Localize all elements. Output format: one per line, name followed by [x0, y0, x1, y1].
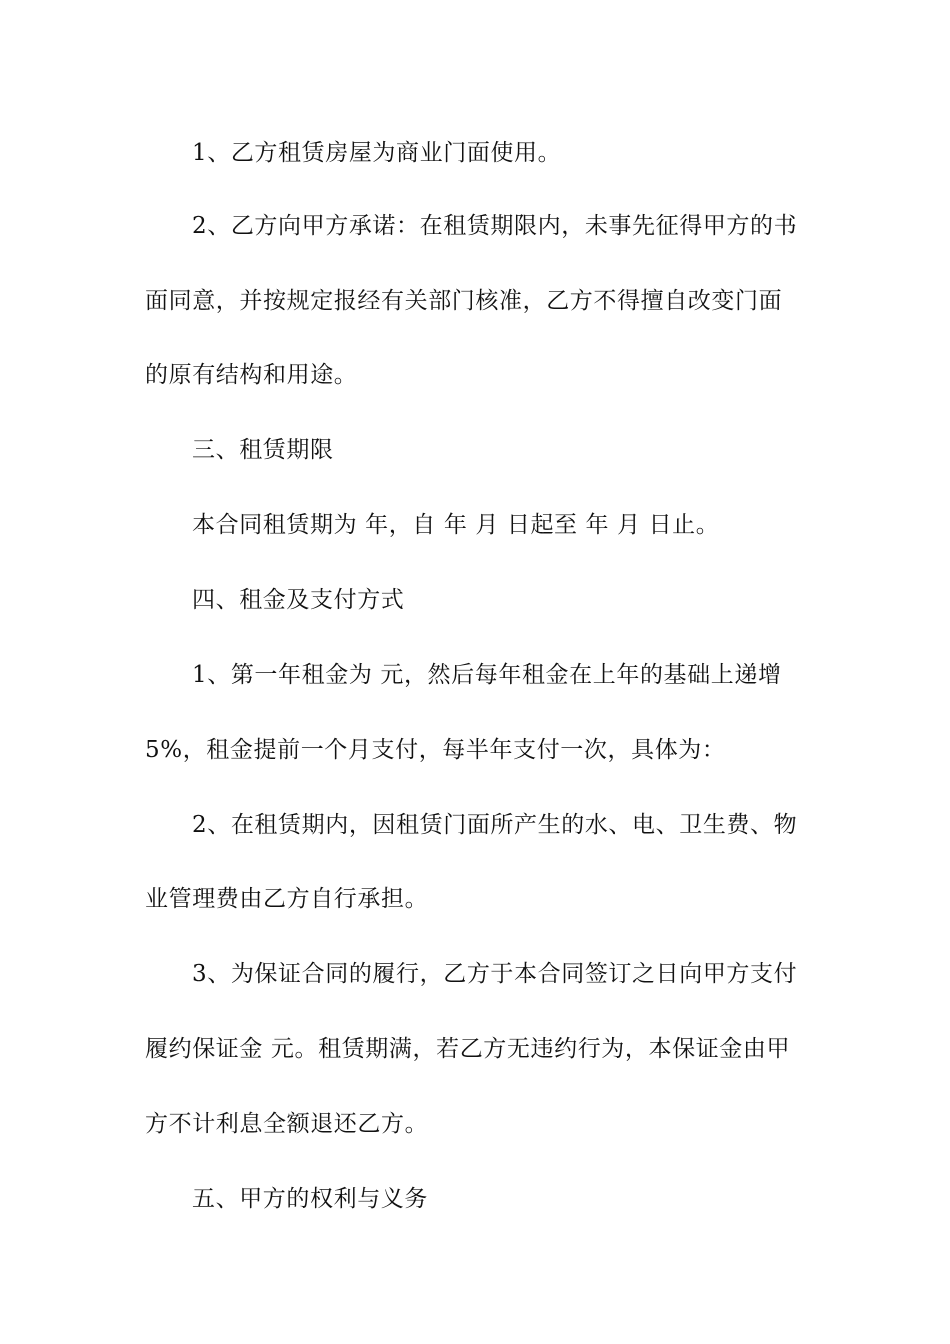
section-heading-lease-term: 三、租赁期限 [192, 437, 334, 463]
clause-4-1: 1、乙方租赁房屋为商业门面使用。 [192, 140, 562, 166]
rent-clause-1-line-2: 5%，租金提前一个月支付，每半年支付一次，具体为： [145, 737, 726, 763]
section-heading-rent-payment: 四、租金及支付方式 [192, 587, 405, 613]
rent-clause-2-line-1: 2、在租赁期内，因租赁门面所产生的水、电、卫生费、物 [192, 812, 798, 838]
rent-clause-1-line-1: 1、第一年租金为 元，然后每年租金在上年的基础上递增 [192, 662, 782, 688]
rent-clause-2-line-2: 业管理费由乙方自行承担。 [145, 886, 429, 912]
clause-4-2-line-1: 2、乙方向甲方承诺：在租赁期限内，未事先征得甲方的书 [192, 213, 798, 239]
rent-clause-3-line-3: 方不计利息全额退还乙方。 [145, 1111, 429, 1137]
lease-term-text: 本合同租赁期为 年，自 年 月 日起至 年 月 日止。 [192, 512, 720, 538]
clause-4-2-line-2: 面同意，并按规定报经有关部门核准，乙方不得擅自改变门面 [145, 288, 783, 314]
rent-clause-3-line-2: 履约保证金 元。租赁期满，若乙方无违约行为，本保证金由甲 [145, 1036, 791, 1062]
rent-clause-3-line-1: 3、为保证合同的履行，乙方于本合同签订之日向甲方支付 [192, 961, 798, 987]
clause-4-2-line-3: 的原有结构和用途。 [145, 362, 358, 388]
section-heading-party-a-rights: 五、甲方的权利与义务 [192, 1186, 428, 1212]
